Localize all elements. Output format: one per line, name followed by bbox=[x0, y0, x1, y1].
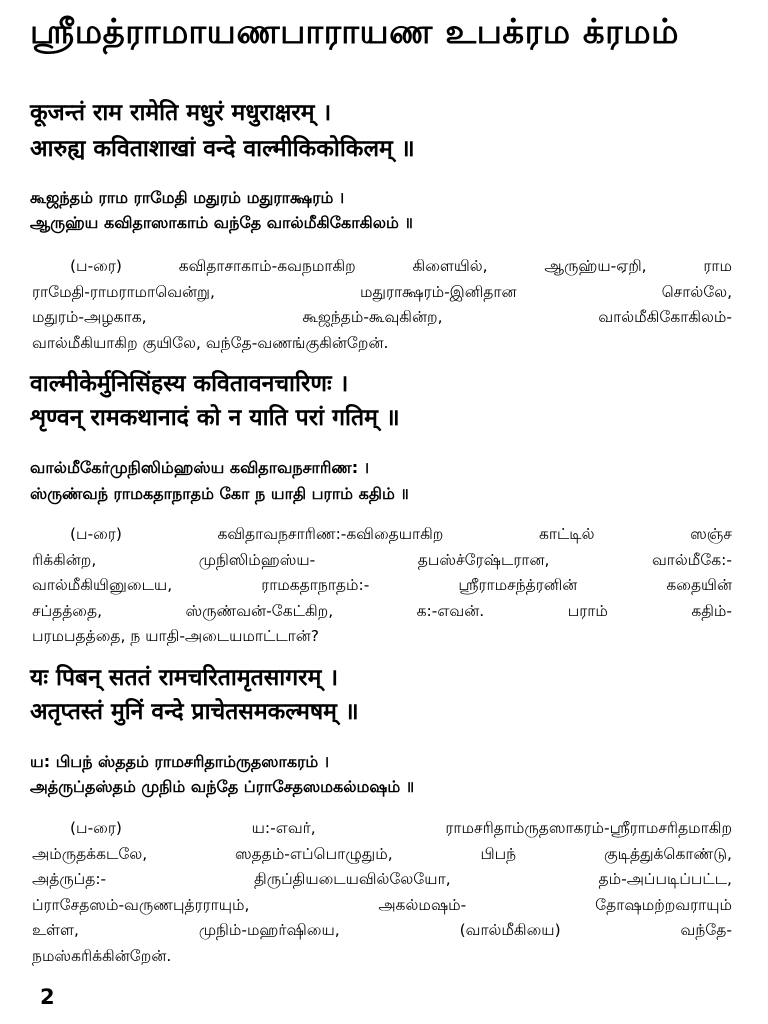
page-title: ஸ்ரீமத்ராமாயணபாராயண உபக்ரம க்ரமம் bbox=[30, 12, 679, 52]
commentary-line: (ப-ரை) ய:-எவர், ராமசரிதாம்ருதஸாகரம்-ஸ்ரீராமசரிதமாகிற bbox=[70, 819, 732, 837]
verse-2-sanskrit-line-2: शृण्वन् रामकथानादं को न याति परां गतिम् ॥ bbox=[30, 405, 400, 431]
verse-2-commentary bbox=[32, 522, 732, 650]
verse-3-commentary bbox=[32, 816, 732, 969]
commentary-line: (ப-ரை) கவிதாசாகாம்-கவநமாகிற கிளையில், ஆருஹ்ய-ஏறி, ராம bbox=[70, 257, 732, 275]
commentary-line: வால்மீகியினுடைய, ராமகதாநாதம்:- ஸ்ரீராமசந்த்ரனின் கதையின் bbox=[32, 576, 732, 594]
verse-1-sanskrit-line-2: आरुह्य कविताशाखां वन्दे वाल्मीकिकोकिलम् ॥ bbox=[30, 136, 415, 162]
commentary-line: உள்ள, முநிம்-மஹர்ஷியை, (வால்மீகியை) வந்தே- bbox=[32, 921, 732, 939]
verse-1-commentary bbox=[32, 254, 732, 356]
commentary-line: சப்தத்தை, ஸ்ருண்வன்-கேட்கிற, க:-எவன். பராம் கதிம்- bbox=[32, 601, 732, 620]
commentary-line: நமஸ்கரிக்கின்றேன். bbox=[32, 946, 172, 965]
verse-3-tamil-line-1: ய: பிபந் ஸ்ததம் ராமசரிதாம்ருதஸாகரம் । bbox=[30, 752, 330, 771]
page-number: 2 bbox=[40, 985, 55, 1009]
commentary-line: மதுரம்-அழகாக, கூஜந்தம்-கூவுகின்ற, வால்மீகிகோகிலம்- bbox=[32, 308, 732, 326]
commentary-line: அம்ருதக்கடலே, ஸததம்-எப்பொழுதும், பிபந் குடித்துக்கொண்டு, bbox=[32, 844, 732, 863]
commentary-line: வால்மீகியாகிற குயிலே, வந்தே-வணங்குகின்றேன். bbox=[32, 333, 389, 352]
verse-2-tamil-line-1: வால்மீகேர்முநிஸிம்ஹஸ்ய கவிதாவநசாரிண: । bbox=[30, 458, 369, 477]
commentary-line: ராமேதி-ராமராமாவென்று, மதுராக்ஷரம்-இனிதான சொல்லே, bbox=[32, 282, 732, 301]
commentary-line: பரமபதத்தை, ந யாதி-அடையமாட்டான்? bbox=[32, 627, 320, 645]
verse-3-tamil-line-2: அத்ருப்தஸ்தம் முநிம் வந்தே ப்ராசேதஸமகல்மஷம் ॥ bbox=[30, 777, 415, 796]
verse-2-tamil-line-2: ஸ்ருண்வந் ராமகதாநாதம் கோ ந யாதி பராம் கதிம் ॥ bbox=[30, 484, 409, 503]
verse-1-tamil-line-2: ஆருஹ்ய கவிதாஸாகாம் வந்தே வால்மீகிகோகிலம் ॥ bbox=[30, 213, 413, 232]
commentary-line: (ப-ரை) கவிதாவநசாரிண:-கவிதையாகிற காட்டில் ஸஞ்ச bbox=[70, 525, 732, 543]
verse-1-sanskrit-line-1: कूजन्तं राम रामेति मधुरं मधुराक्षरम् । bbox=[30, 100, 332, 126]
commentary-line: அத்ருப்த:- திருப்தியடையவில்லேயோ, தம்-அப்படிப்பட்ட, bbox=[32, 870, 732, 888]
verse-3-sanskrit-line-1: यः पिबन् सततं रामचरितामृतसागरम् । bbox=[30, 665, 339, 691]
commentary-line: ப்ராசேதஸம்-வருணபுத்ரராயும், அகல்மஷம்- தோஷமற்றவராயும் bbox=[32, 895, 732, 914]
commentary-line: ரிக்கின்ற, முநிஸிம்ஹஸ்ய- தபஸ்ச்ரேஷ்டரான, வால்மீகே:- bbox=[32, 550, 732, 569]
verse-1-tamil-line-1: கூஜந்தம் ராம ராமேதி மதுரம் மதுராக்ஷரம் । bbox=[30, 188, 345, 207]
verse-3-sanskrit-line-2: अतृप्तस्तं मुनिं वन्दे प्राचेतसमकल्मषम् ॥ bbox=[30, 699, 359, 725]
verse-2-sanskrit-line-1: वाल्मीकेर्मुनिसिंहस्य कवितावनचारिणः । bbox=[30, 371, 349, 397]
